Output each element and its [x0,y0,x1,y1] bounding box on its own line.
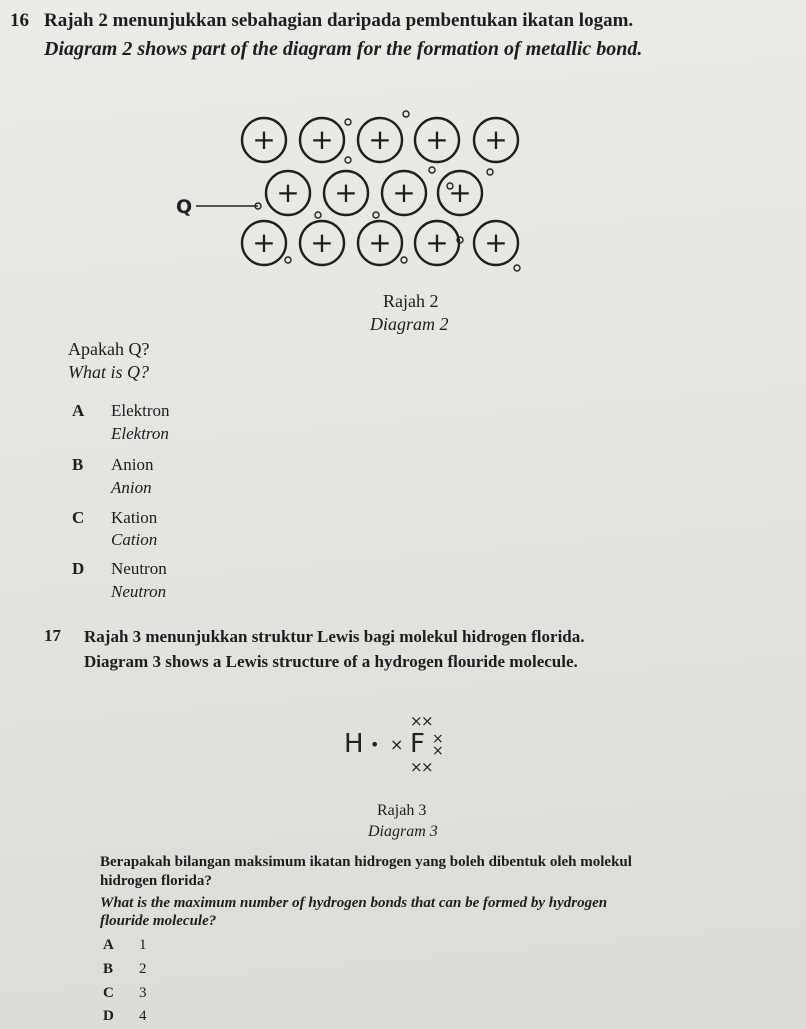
option-d-letter: D [72,559,85,578]
lewis-structure-diagram [330,700,480,780]
option-c-ms[interactable]: Kation [111,508,158,527]
option-b-value-q17[interactable]: 2 [139,961,147,977]
question-17-stem-en: Diagram 3 shows a Lewis structure of a hydrogen flouride molecule. [84,652,578,671]
option-c-letter: C [72,508,85,527]
question-16-stem-en: Diagram 2 shows part of the diagram for the formation of metallic bond. [44,38,643,60]
option-b-en[interactable]: Anion [111,478,152,497]
metal-ion-charge: + [484,226,508,259]
metal-ion-charge: + [334,176,358,209]
question-16-prompt-en: What is Q? [68,362,149,382]
option-d-letter-q17: D [103,1008,114,1024]
hydrogen-symbol: H [344,729,364,759]
metal-ion-charge: + [368,226,392,259]
question-17-number: 17 [44,626,61,645]
q-label: Q [176,196,193,218]
option-d-ms[interactable]: Neutron [111,559,167,578]
fluorine-electron-bottom-1: × [410,758,423,776]
fluorine-electron-bottom-2: × [421,758,434,776]
diagram-2-caption-en: Diagram 2 [370,314,449,334]
hydrogen-electron: • [370,735,380,754]
metal-ion-charge: + [425,226,449,259]
option-a-letter-q17: A [103,937,114,953]
option-d-en[interactable]: Neutron [111,582,167,601]
metal-ion-charge: + [276,176,300,209]
option-a-letter: A [72,401,85,420]
question-17-prompt-ms-line-1: Berapakah bilangan maksimum ikatan hidrogen yang boleh dibentuk oleh molekul [100,854,632,870]
question-17-prompt-en-line-1: What is the maximum number of hydrogen bonds that can be formed by hydrogen [100,895,608,911]
free-electron-1 [315,212,321,218]
free-electron-7 [285,257,291,263]
diagram-3-caption-ms: Rajah 3 [377,802,427,819]
metal-ion-lattice [242,118,518,265]
diagram-2-caption-ms: Rajah 2 [383,291,439,311]
free-electron-10 [514,265,520,271]
metal-ion-charge: + [368,123,392,156]
metal-ion-charge: + [425,123,449,156]
fluorine-shared-electron: × [390,735,404,754]
option-b-letter: B [72,455,84,474]
fluorine-electron-top-2: × [421,712,434,730]
option-c-value-q17[interactable]: 3 [139,985,147,1001]
diagram-3-caption-en: Diagram 3 [368,823,438,840]
option-b-ms[interactable]: Anion [111,455,154,474]
option-a-ms[interactable]: Elektron [111,401,170,420]
fluorine-symbol: F [410,729,425,759]
metal-ion-charge: + [310,123,334,156]
question-16-stem-ms: Rajah 2 menunjukkan sebahagian daripada pembentukan ikatan logam. [44,10,634,31]
free-electron-4 [373,212,379,218]
metal-ion-charge: + [484,123,508,156]
option-c-letter-q17: C [103,985,114,1001]
option-d-value-q17[interactable]: 4 [139,1008,147,1024]
free-electron-3 [345,157,351,163]
free-electron-8 [401,257,407,263]
option-a-value-q17[interactable]: 1 [139,937,147,953]
metal-ion-charge: + [448,176,472,209]
free-electron-12 [403,111,409,117]
free-electron-5 [429,167,435,173]
fluorine-electron-top-1: × [410,712,423,730]
question-17-prompt-en-line-2: flouride molecule? [100,913,217,929]
question-17-stem-ms: Rajah 3 menunjukkan struktur Lewis bagi molekul hidrogen florida. [84,627,585,646]
metal-ion-charge: + [252,226,276,259]
question-16-prompt-ms: Apakah Q? [68,339,150,359]
metal-ion-charge: + [392,176,416,209]
option-c-en[interactable]: Cation [111,530,158,549]
fluorine-electron-right-1: × [432,731,444,747]
option-a-en[interactable]: Elektron [111,424,169,443]
option-b-letter-q17: B [103,961,114,977]
free-electron-2 [345,119,351,125]
question-17-prompt-ms-line-2: hidrogen florida? [100,873,212,889]
free-electron-11 [487,169,493,175]
metal-ion-charge: + [252,123,276,156]
fluorine-electron-right-2: × [432,743,444,759]
metallic-bond-diagram [160,100,540,280]
metal-ion-charge: + [310,226,334,259]
question-16-number: 16 [10,10,29,31]
